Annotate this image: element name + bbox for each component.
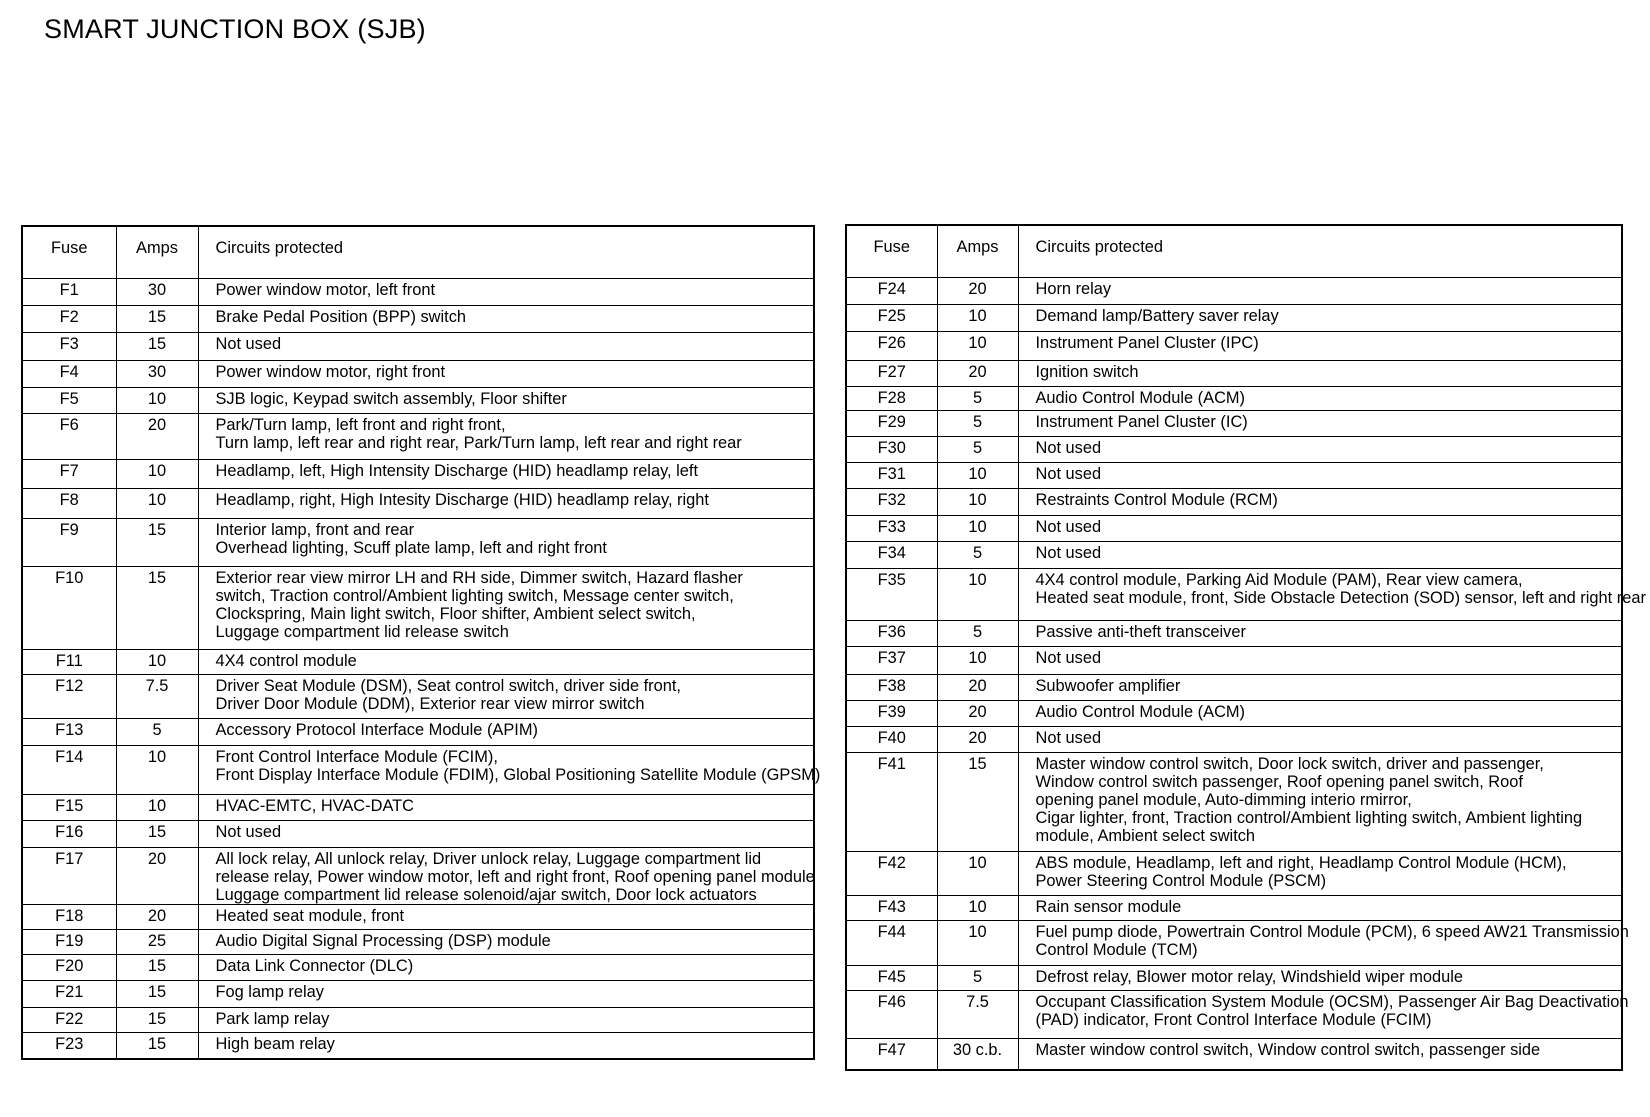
fuse-amps: 10 [937,488,1018,515]
fuse-row-f41 [846,752,1622,851]
circuit-text-line: Passive anti-theft transceiver [1035,622,1246,641]
fuse-amps: 5 [937,436,1018,462]
fuse-row-f47 [846,1038,1622,1070]
circuits-protected [1018,965,1622,990]
circuit-text-line: Not used [1035,517,1102,536]
fuse-number: F27 [846,360,937,386]
fuse-amps: 10 [937,920,1018,965]
circuit-text-line: Restraints Control Module (RCM) [1035,490,1278,509]
fuse-number: F6 [22,413,116,459]
fuse-row-f33 [846,515,1622,541]
fuse-amps: 10 [937,462,1018,488]
circuit-text-line: Accessory Protocol Interface Module (APIM) [215,720,538,739]
circuit-text-line: Park lamp relay [215,1009,330,1028]
circuit-text-line: Horn relay [1035,279,1112,298]
circuits-protected [1018,674,1622,700]
fuse-number: F1 [22,278,116,305]
circuits-protected [1018,726,1622,752]
fuse-amps: 7.5 [937,990,1018,1038]
fuse-amps: 20 [937,360,1018,386]
fuse-row-f18 [22,904,814,929]
fuse-row-f42 [846,851,1622,895]
fuse-amps: 10 [116,745,198,794]
fuse-row-f45 [846,965,1622,990]
fuse-number: F28 [846,386,937,410]
circuits-protected [198,518,814,566]
fuse-row-f12 [22,674,814,718]
fuse-number: F7 [22,459,116,488]
amps-column-header: Amps [937,225,1018,277]
circuits-protected [1018,920,1629,965]
circuit-text-line: Brake Pedal Position (BPP) switch [215,307,467,326]
fuse-number: F13 [22,718,116,745]
circuits-protected [198,820,814,847]
fuse-number: F3 [22,332,116,360]
fuse-amps: 5 [116,718,198,745]
fuse-amps: 15 [116,566,198,649]
fuse-row-f26 [846,331,1622,360]
fuse-amps: 20 [937,277,1018,304]
fuse-row-f23 [22,1032,814,1059]
circuit-text-line: Not used [215,334,282,353]
circuits-protected [1018,990,1629,1038]
fuse-table-right [845,224,1646,1071]
circuits-protected [198,649,814,674]
circuits-protected [198,332,814,360]
circuits-protected [198,278,814,305]
circuit-text-line: Front Control Interface Module (FCIM), [215,747,498,766]
fuse-amps: 20 [937,726,1018,752]
circuit-text-line: Master window control switch, Window control switch, passenger side [1035,1040,1541,1059]
fuse-number: F35 [846,568,937,620]
circuits-protected [198,954,814,980]
circuits-protected [198,360,814,387]
fuse-number: F2 [22,305,116,332]
fuse-row-f21 [22,980,814,1007]
fuse-amps: 25 [116,929,198,954]
fuse-number: F32 [846,488,937,515]
fuse-amps: 20 [116,847,198,904]
circuit-text-line: Not used [1035,438,1102,457]
fuse-number: F21 [22,980,116,1007]
fuse-number: F26 [846,331,937,360]
circuits-protected [1018,410,1622,436]
circuits-column-header: Circuits protected [198,226,814,278]
fuse-number: F4 [22,360,116,387]
circuit-text-line: Driver Door Module (DDM), Exterior rear view mirror switch [215,694,645,713]
fuse-amps: 10 [116,649,198,674]
circuit-text-line: Window control switch passenger, Roof opening panel switch, Roof [1035,772,1523,791]
fuse-row-f15 [22,794,814,820]
fuse-number: F39 [846,700,937,726]
circuits-protected [1018,700,1622,726]
fuse-row-f28 [846,386,1622,410]
circuits-protected [198,929,814,954]
fuse-number: F44 [846,920,937,965]
fuse-row-f11 [22,649,814,674]
fuse-number: F22 [22,1007,116,1032]
circuits-protected [1018,646,1622,674]
fuse-row-f46 [846,990,1622,1038]
circuit-text-line: Instrument Panel Cluster (IC) [1035,412,1248,431]
fuse-row-f10 [22,566,814,649]
fuse-amps: 10 [116,387,198,413]
circuit-text-line: 4X4 control module, Parking Aid Module (PAM), Rear view camera, [1035,570,1523,589]
circuit-text-line: Ignition switch [1035,362,1139,381]
fuse-number: F8 [22,488,116,518]
fuse-row-f37 [846,646,1622,674]
circuit-text-line: ABS module, Headlamp, left and right, Headlamp Control Module (HCM), [1035,853,1567,872]
fuse-number: F47 [846,1038,937,1070]
circuits-protected [198,745,821,794]
fuse-row-f3 [22,332,814,360]
circuits-protected [198,459,814,488]
circuit-text-line: SJB logic, Keypad switch assembly, Floor shifter [215,389,567,408]
fuse-number: F41 [846,752,937,851]
fuse-number: F17 [22,847,116,904]
fuse-amps: 10 [937,646,1018,674]
fuse-amps: 15 [116,305,198,332]
circuit-text-line: switch, Traction control/Ambient lighting switch, Message center switch, [215,586,734,605]
circuit-text-line: release relay, Power window motor, left and right front, Roof opening panel module [215,867,815,886]
fuse-amps: 20 [116,904,198,929]
fuse-amps: 15 [116,954,198,980]
fuse-row-f22 [22,1007,814,1032]
fuse-number: F18 [22,904,116,929]
circuits-protected [1018,851,1622,895]
page-title: SMART JUNCTION BOX (SJB) [44,14,426,44]
fuse-row-f2 [22,305,814,332]
circuits-protected [198,305,814,332]
fuse-row-f32 [846,488,1622,515]
fuse-row-f19 [22,929,814,954]
circuits-protected [1018,620,1622,646]
table-header-row [846,225,1622,277]
circuit-text-line: Fuel pump diode, Powertrain Control Module (PCM), 6 speed AW21 Transmission [1035,922,1629,941]
fuse-column-header: Fuse [51,239,88,257]
circuit-text-line: Overhead lighting, Scuff plate lamp, left and right front [215,538,607,557]
fuse-row-f25 [846,304,1622,331]
circuits-protected [1018,277,1622,304]
fuse-row-f6 [22,413,814,459]
fuse-amps: 10 [937,568,1018,620]
circuit-text-line: Control Module (TCM) [1035,940,1198,959]
circuits-column-header: Circuits protected [1018,225,1622,277]
fuse-row-f30 [846,436,1622,462]
circuit-text-line: All lock relay, All unlock relay, Driver unlock relay, Luggage compartment lid [215,849,762,868]
circuits-protected [198,980,814,1007]
fuse-row-f38 [846,674,1622,700]
fuse-number: F42 [846,851,937,895]
circuit-text-line: Power window motor, left front [215,280,436,299]
fuse-row-f24 [846,277,1622,304]
circuit-text-line: Not used [1035,728,1102,747]
fuse-number: F46 [846,990,937,1038]
circuit-text-line: Audio Control Module (ACM) [1035,388,1246,407]
fuse-number: F45 [846,965,937,990]
fuse-number: F9 [22,518,116,566]
fuse-row-f34 [846,541,1622,568]
fuse-amps: 5 [937,410,1018,436]
fuse-number: F11 [22,649,116,674]
fuse-amps: 15 [116,820,198,847]
fuse-number: F12 [22,674,116,718]
circuits-protected [198,1032,814,1059]
circuit-text-line: High beam relay [215,1034,335,1053]
fuse-number: F36 [846,620,937,646]
fuse-number: F40 [846,726,937,752]
table-header-row [22,226,814,278]
circuit-text-line: Not used [1035,464,1102,483]
circuit-text-line: opening panel module, Auto-dimming interio rmirror, [1035,790,1412,809]
circuit-text-line: 4X4 control module [215,651,357,670]
fuse-amps: 20 [116,413,198,459]
fuse-row-f14 [22,745,814,794]
fuse-row-f17 [22,847,814,904]
circuit-text-line: Audio Digital Signal Processing (DSP) module [215,931,551,950]
circuit-text-line: Instrument Panel Cluster (IPC) [1035,333,1259,352]
fuse-table-left [21,225,821,1060]
fuse-row-f13 [22,718,814,745]
fuse-amps: 30 [116,360,198,387]
fuse-amps: 15 [116,1032,198,1059]
fuse-number: F23 [22,1032,116,1059]
fuse-row-f36 [846,620,1622,646]
fuse-number: F16 [22,820,116,847]
circuits-protected [1018,568,1646,620]
fuse-amps: 10 [937,304,1018,331]
circuit-text-line: module, Ambient select switch [1035,826,1256,845]
fuse-row-f1 [22,278,814,305]
fuse-row-f40 [846,726,1622,752]
fuse-number: F10 [22,566,116,649]
circuit-text-line: Heated seat module, front [215,906,405,925]
circuit-text-line: Cigar lighter, front, Traction control/Ambient lighting switch, Ambient lighting [1035,808,1583,827]
fuse-amps: 10 [937,895,1018,920]
fuse-row-f27 [846,360,1622,386]
fuse-row-f29 [846,410,1622,436]
circuit-text-line: Clockspring, Main light switch, Floor shifter, Ambient select switch, [215,604,696,623]
circuit-text-line: Not used [1035,543,1102,562]
circuit-text-line: Defrost relay, Blower motor relay, Windshield wiper module [1035,967,1464,986]
fuse-row-f4 [22,360,814,387]
fuse-amps: 10 [937,515,1018,541]
circuit-text-line: Interior lamp, front and rear [215,520,415,539]
fuse-number: F19 [22,929,116,954]
circuits-protected [1018,462,1622,488]
fuse-number: F14 [22,745,116,794]
fuse-amps: 15 [116,518,198,566]
fuse-row-f5 [22,387,814,413]
circuits-protected [1018,331,1622,360]
fuse-row-f44 [846,920,1622,965]
fuse-number: F15 [22,794,116,820]
amps-column-header: Amps [116,226,198,278]
circuits-protected [1018,488,1622,515]
fuse-number: F38 [846,674,937,700]
circuits-protected [1018,360,1622,386]
fuse-number: F33 [846,515,937,541]
fuse-amps: 15 [116,1007,198,1032]
circuit-text-line: Demand lamp/Battery saver relay [1035,306,1279,325]
circuit-text-line: Occupant Classification System Module (OCSM), Passenger Air Bag Deactivation [1035,992,1629,1011]
circuits-protected [1018,515,1622,541]
fuse-number: F30 [846,436,937,462]
fuse-table-right-body [846,225,1646,1070]
circuit-text-line: Exterior rear view mirror LH and RH side, Dimmer switch, Hazard flasher [215,568,743,587]
fuse-amps: 5 [937,965,1018,990]
circuit-text-line: Not used [215,822,282,841]
circuits-protected [1018,304,1622,331]
fuse-number: F34 [846,541,937,568]
fuse-amps: 15 [116,980,198,1007]
fuse-amps: 10 [116,459,198,488]
fuse-amps: 15 [937,752,1018,851]
fuse-amps: 10 [116,794,198,820]
fuse-amps: 10 [937,851,1018,895]
circuit-text-line: Audio Control Module (ACM) [1035,702,1246,721]
circuits-protected [198,847,814,904]
circuits-protected [1018,1038,1622,1070]
fuse-number: F25 [846,304,937,331]
fuse-number: F43 [846,895,937,920]
circuit-text-line: Data Link Connector (DLC) [215,956,414,975]
fuse-amps: 10 [116,488,198,518]
circuit-text-line: Power window motor, right front [215,362,446,381]
fuse-row-f16 [22,820,814,847]
fuse-amps: 20 [937,674,1018,700]
circuits-protected [198,904,814,929]
circuits-protected [198,488,814,518]
circuit-text-line: HVAC-EMTC, HVAC-DATC [215,796,415,815]
circuit-text-line: Master window control switch, Door lock switch, driver and passenger, [1035,754,1544,773]
circuit-text-line: Rain sensor module [1035,897,1182,916]
fuse-amps: 30 c.b. [937,1038,1018,1070]
circuit-text-line: Park/Turn lamp, left front and right front, [215,415,506,434]
fuse-row-f9 [22,518,814,566]
circuit-text-line: Subwoofer amplifier [1035,676,1181,695]
fuse-amps: 20 [937,700,1018,726]
fuse-number: F24 [846,277,937,304]
circuit-text-line: Front Display Interface Module (FDIM), Global Positioning Satellite Module (GPSM) [215,765,821,784]
circuit-text-line: Not used [1035,648,1102,667]
fuse-number: F31 [846,462,937,488]
fuse-row-f8 [22,488,814,518]
circuits-protected [1018,386,1622,410]
fuse-amps: 30 [116,278,198,305]
fuse-amps: 10 [937,331,1018,360]
circuits-protected [198,387,814,413]
fuse-number: F29 [846,410,937,436]
fuse-row-f20 [22,954,814,980]
circuits-protected [198,674,814,718]
fuse-row-f35 [846,568,1622,620]
circuits-protected [198,566,814,649]
circuits-protected [1018,752,1622,851]
circuit-text-line: Luggage compartment lid release switch [215,622,509,641]
fuse-row-f31 [846,462,1622,488]
circuit-text-line: Driver Seat Module (DSM), Seat control switch, driver side front, [215,676,681,695]
circuit-text-line: Headlamp, left, High Intensity Discharge (HID) headlamp relay, left [215,461,699,480]
fuse-table-left-body [22,226,821,1059]
circuits-protected [198,718,814,745]
circuit-text-line: Luggage compartment lid release solenoid/ajar switch, Door lock actuators [215,885,757,904]
fuse-number: F20 [22,954,116,980]
circuit-text-line: (PAD) indicator, Front Control Interface Module (FCIM) [1035,1010,1432,1029]
fuse-column-header: Fuse [873,238,910,256]
circuit-text-line: Power Steering Control Module (PSCM) [1035,871,1327,890]
fuse-row-f43 [846,895,1622,920]
circuits-protected [198,1007,814,1032]
fuse-amps: 7.5 [116,674,198,718]
circuit-text-line: Turn lamp, left rear and right rear, Park/Turn lamp, left rear and right rear [215,433,742,452]
fuse-amps: 15 [116,332,198,360]
circuits-protected [198,794,814,820]
circuits-protected [1018,436,1622,462]
fuse-amps: 5 [937,386,1018,410]
fuse-amps: 5 [937,620,1018,646]
fuse-number: F37 [846,646,937,674]
circuits-protected [1018,541,1622,568]
circuit-text-line: Fog lamp relay [215,982,324,1001]
circuits-protected [198,413,814,459]
fuse-amps: 5 [937,541,1018,568]
fuse-row-f39 [846,700,1622,726]
circuit-text-line: Heated seat module, front, Side Obstacle Detection (SOD) sensor, left and right rear [1035,588,1646,607]
circuits-protected [1018,895,1622,920]
circuit-text-line: Headlamp, right, High Intesity Discharge (HID) headlamp relay, right [215,490,709,509]
fuse-row-f7 [22,459,814,488]
fuse-number: F5 [22,387,116,413]
